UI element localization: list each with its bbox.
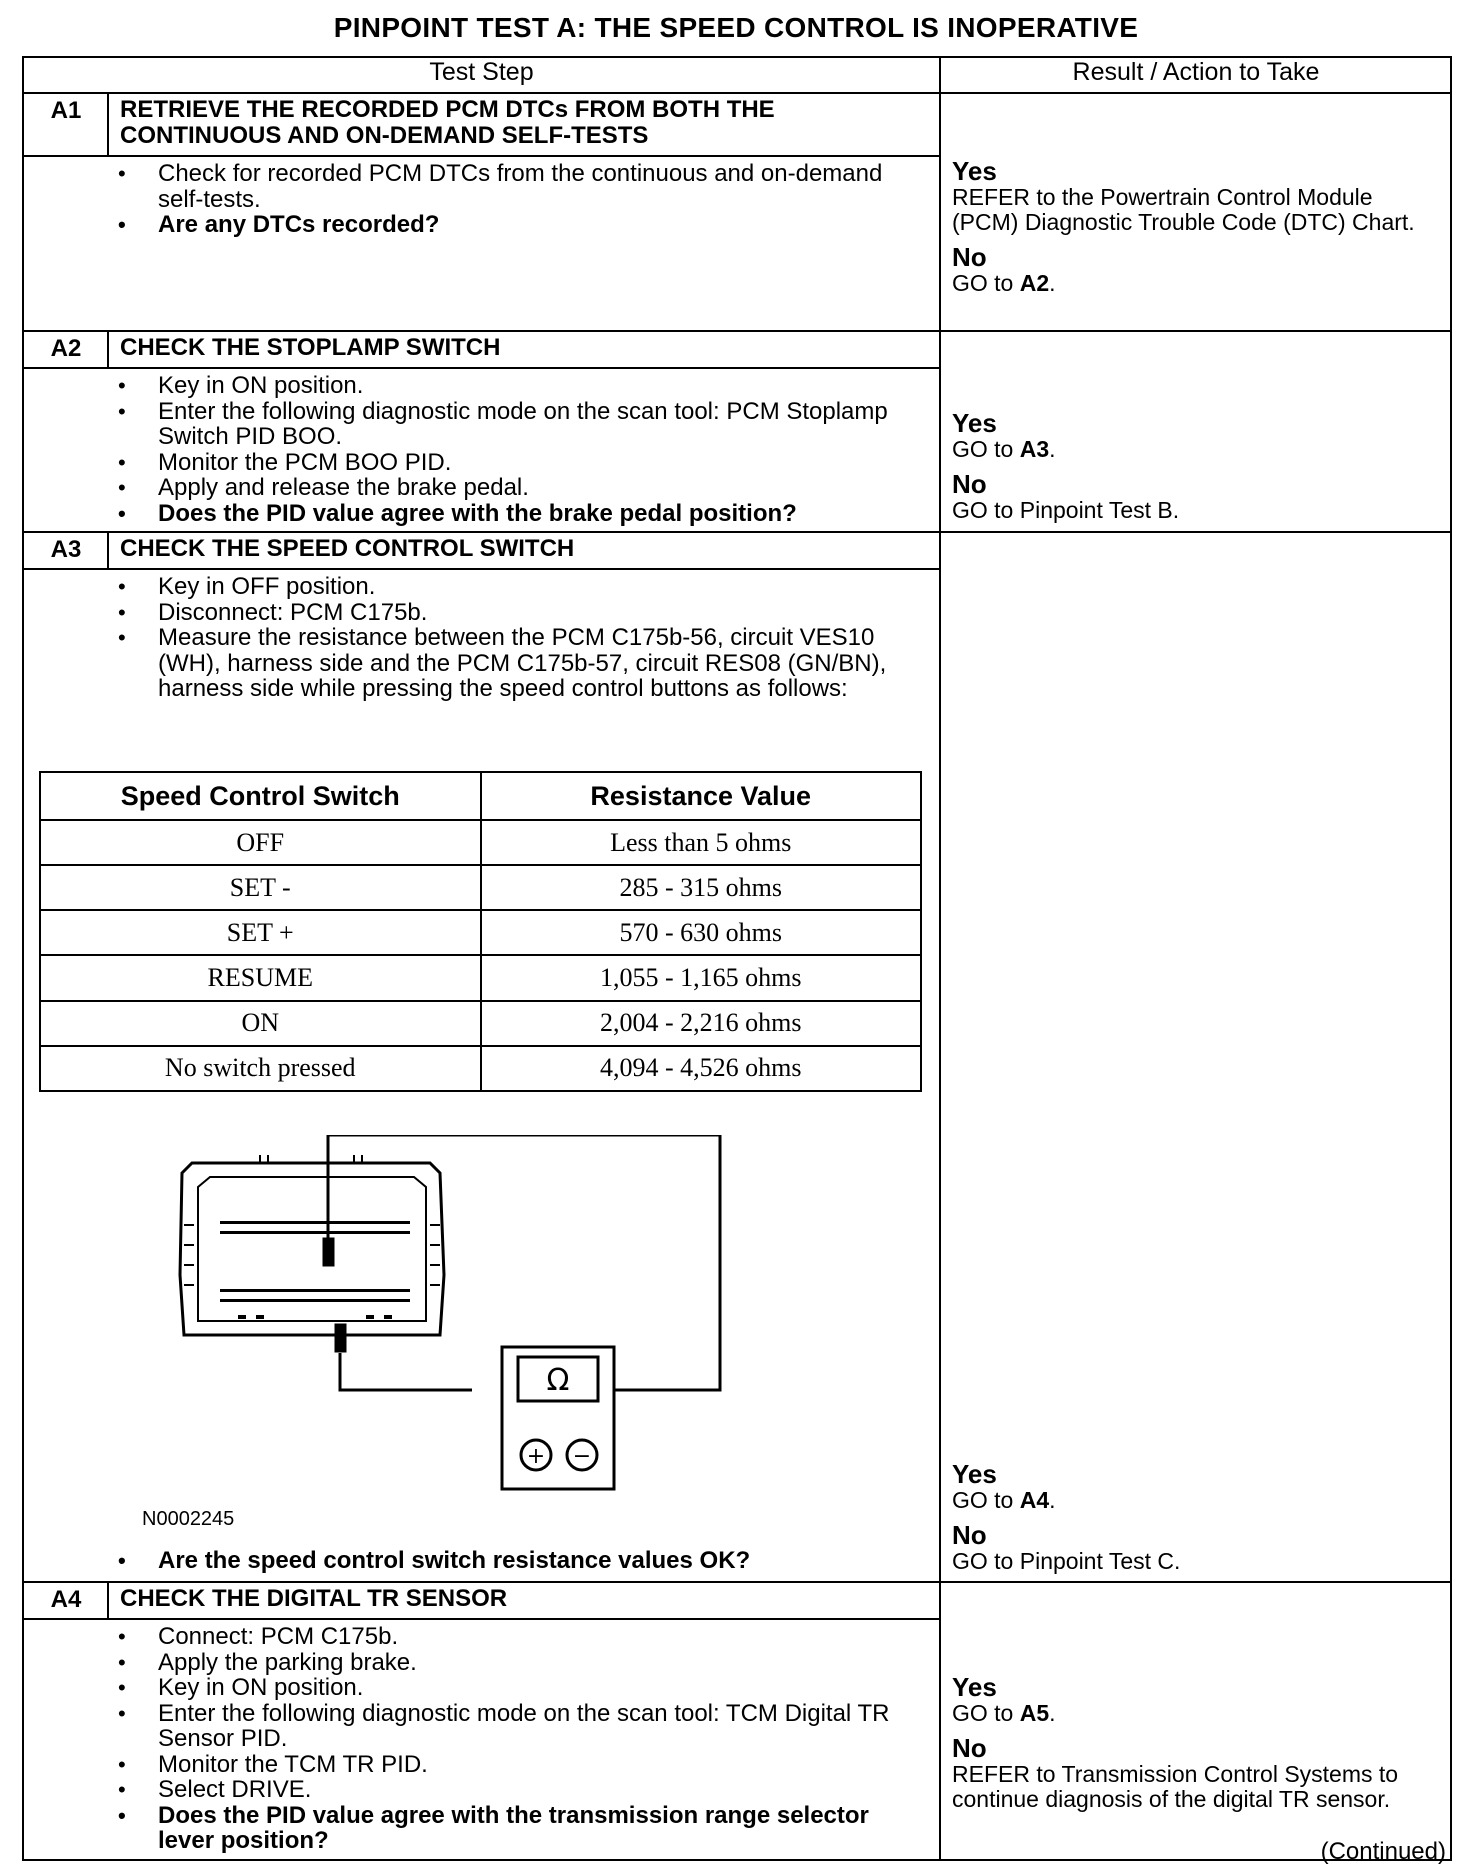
result-a4 [952,1673,1437,1820]
step-bullet: • Key in ON position. [118,1675,918,1701]
no-label: No [952,469,987,499]
step-bullet: • Enter the following diagnostic mode on the scan tool: TCM Digital TR Sensor PID. [118,1701,918,1752]
no-label: No [952,1733,987,1763]
table-header: Resistance Value [481,772,922,820]
result-a1 [952,157,1437,304]
probe-tip-positive [324,1239,333,1265]
yes-action: REFER to the Powertrain Control Module (PCM) Diagnostic Trouble Code (DTC) Chart. [952,184,1415,235]
yes-label: Yes [952,1672,997,1702]
table-row [40,910,921,955]
step-bullets-a3 [118,574,918,702]
step-bullets-a4 [118,1624,918,1854]
yes-target: A4 [1019,1487,1050,1513]
connector-meter-diagram [170,1135,750,1495]
step-bullet: • Key in ON position. [118,373,918,399]
probe-tip-negative [336,1325,345,1351]
table-cell: 2,004 - 2,216 ohms [481,1001,922,1046]
step-bullet: • Key in OFF position. [118,574,918,600]
step-bullet: • Select DRIVE. [118,1777,918,1803]
yes-label: Yes [952,156,997,186]
table-header: Speed Control Switch [40,772,481,820]
yes-action: GO to A5. [952,1700,1056,1726]
no-action: GO to Pinpoint Test B. [952,497,1180,523]
a1-bottom-line [22,330,1452,332]
table-row [40,955,921,1000]
yes-target: A3 [1019,436,1050,462]
result-a2 [952,409,1437,531]
step-bullet: • Apply and release the brake pedal. [118,475,918,501]
step-question: • Does the PID value agree with the transmission range selector lever position? [118,1803,918,1854]
step-bullet: • Disconnect: PCM C175b. [118,600,918,626]
table-cell: SET + [40,910,481,955]
step-title-a3: CHECK THE SPEED CONTROL SWITCH [120,535,575,562]
a2-title-line [22,367,940,369]
step-bullet: • Check for recorded PCM DTCs from the continuous and on-demand self-tests. [118,161,918,212]
a1-title-line [22,155,940,157]
connector-outline [180,1163,444,1335]
table-cell: RESUME [40,955,481,1000]
table-cell: 570 - 630 ohms [481,910,922,955]
yes-action: GO to A4. [952,1487,1056,1513]
step-bullet: • Apply the parking brake. [118,1650,918,1676]
no-action: REFER to Transmission Control Systems to continue diagnosis of the digital TR sensor. [952,1761,1399,1812]
table-row [40,820,921,865]
step-title-a1: RETRIEVE THE RECORDED PCM DTCs FROM BOTH THE CONTINUOUS AND ON-DEMAND SELF-TESTS [120,96,775,149]
a2-bottom-line [22,531,1452,533]
step-bullet: • Measure the resistance between the PCM C175b-56, circuit VES10 (WH), harness side and the PCM C175b-57, circuit RES08 (GN/BN), harness side while pressing the speed control buttons as follows: [118,625,918,702]
no-label: No [952,1520,987,1550]
table-cell: 1,055 - 1,165 ohms [481,955,922,1000]
step-bullet: • Enter the following diagnostic mode on the scan tool: PCM Stoplamp Switch PID BOO. [118,399,918,450]
minus-symbol: − [572,1444,592,1469]
step-bullets-a2 [118,373,918,526]
figure-code: N0002245 [142,1508,235,1530]
table-cell: ON [40,1001,481,1046]
table-header-row [40,772,921,820]
header-row-line [22,92,1452,94]
step-bullets-a1 [118,161,918,238]
connector-pins [220,1221,410,1319]
connector-left-ribs [184,1225,194,1285]
step-question: • Does the PID value agree with the brake pedal position? [118,501,918,527]
table-row [40,865,921,910]
connector-right-ribs [430,1225,440,1285]
table-cell: SET - [40,865,481,910]
table-cell: OFF [40,820,481,865]
yes-label: Yes [952,1459,997,1489]
no-target: A2 [1019,270,1050,296]
table-cell: No switch pressed [40,1046,481,1091]
step-question-a3 [118,1548,918,1574]
table-cell: 4,094 - 4,526 ohms [481,1046,922,1091]
table-row [40,1001,921,1046]
table-cell: 285 - 315 ohms [481,865,922,910]
table-row [40,1046,921,1091]
step-question: • Are the speed control switch resistance values OK? [118,1548,918,1574]
no-label: No [952,242,987,272]
step-bullet: • Monitor the PCM BOO PID. [118,450,918,476]
step-id-a1: A1 [50,97,82,124]
column-header-test-step: Test Step [429,58,534,86]
table-cell: Less than 5 ohms [481,820,922,865]
resistance-table [39,771,922,1092]
no-action: GO to A2. [952,270,1056,296]
yes-label: Yes [952,408,997,438]
yes-action: GO to A3. [952,436,1056,462]
result-a3 [952,1460,1437,1582]
probe-lead-negative [340,1353,472,1390]
column-divider [939,56,941,1861]
step-bullet: • Connect: PCM C175b. [118,1624,918,1650]
step-question: • Are any DTCs recorded? [118,212,918,238]
step-id-a4: A4 [50,1586,82,1613]
column-header-result: Result / Action to Take [1072,58,1320,86]
continued-note: (Continued) [1320,1838,1446,1865]
plus-symbol: + [526,1444,546,1469]
page-title: PINPOINT TEST A: THE SPEED CONTROL IS INOPERATIVE [333,12,1139,43]
step-bullet: • Monitor the TCM TR PID. [118,1752,918,1778]
ohm-symbol: Ω [546,1363,570,1398]
step-title-a2: CHECK THE STOPLAMP SWITCH [120,334,501,361]
step-id-a3: A3 [50,536,82,563]
a4-title-line [22,1618,940,1620]
a3-title-line [22,568,940,570]
step-title-a4: CHECK THE DIGITAL TR SENSOR [120,1585,508,1612]
yes-target: A5 [1019,1700,1050,1726]
no-action: GO to Pinpoint Test C. [952,1548,1181,1574]
step-id-a2: A2 [50,335,82,362]
